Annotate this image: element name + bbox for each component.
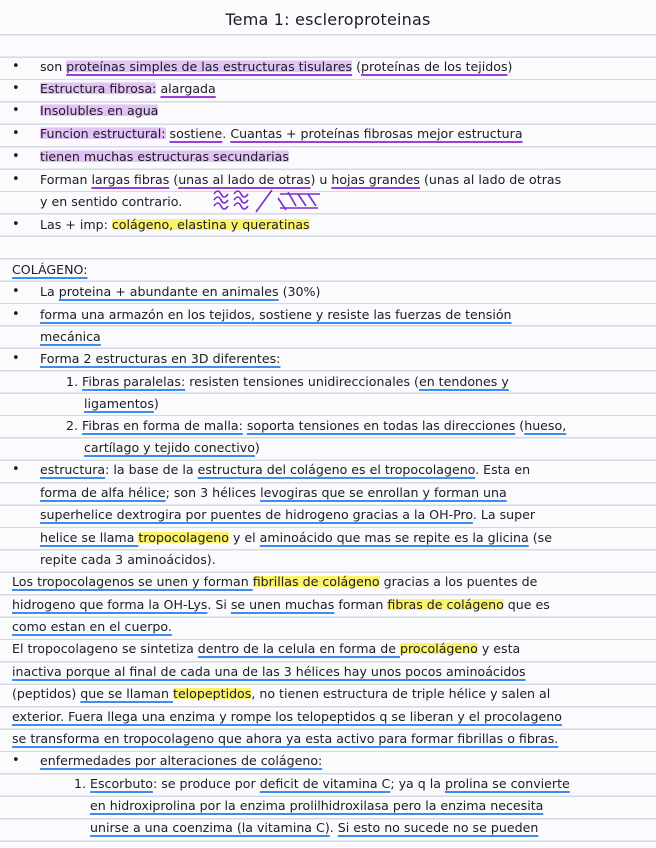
bullet: • <box>12 59 20 74</box>
line-text: Forma 2 estructuras en 3D diferentes: <box>40 351 281 366</box>
line-text: como estan en el cuerpo. <box>12 619 172 634</box>
line-text: Funcion estructural: sostiene. Cuantas + proteínas fibrosas mejor estructura <box>40 126 523 141</box>
line-text: Estructura fibrosa: alargada <box>40 81 216 96</box>
highlight: proteínas simples de las estructuras tisulares <box>66 59 353 74</box>
line-text: Las + imp: colágeno, elastina y queratinas <box>40 217 310 232</box>
line-text: unirse a una coenzima (la vitamina C). Si esto no sucede no se pueden <box>90 820 539 835</box>
line-text: y en sentido contrario. <box>40 194 183 209</box>
line-text: Los tropocolagenos se unen y forman fibrillas de colágeno gracias a los puentes de <box>12 574 538 589</box>
line-text: 1. Escorbuto: se produce por deficit de vitamina C; ya q la prolina se convierte <box>74 776 570 791</box>
line-text: helice se llama tropocolageno y el aminoácido que mas se repite es la glicina (se <box>40 530 552 545</box>
line-text: estructura: la base de la estructura del colágeno es el tropocolageno. Esta en <box>40 462 531 477</box>
line-text: enfermedades por alteraciones de colágeno: <box>40 753 323 768</box>
line-text: inactiva porque al final de cada una de las 3 hélices hay unos pocos aminoácidos <box>12 664 526 679</box>
line-text: tienen muchas estructuras secundarias <box>40 149 289 164</box>
line-text: hidrogeno que forma la OH-Lys. Si se unen muchas forman fibras de colágeno que es <box>12 597 550 612</box>
line-text: (peptidos) que se llaman telopeptidos, no tienen estructura de triple hélice y salen al <box>12 686 551 701</box>
notes-page: Tema 1: escleroproteinas • son proteínas simples de las estructuras tisulares (proteínas de los tejidos) • Estructura fibrosa: alargada • Insolubles en agua • Funcion estructural: sostiene. Cuantas + proteínas fibrosas mejor estructura • tienen muchas estructuras secundarias • Forman largas fibras (unas al lado de otras) u hojas grandes (unas al lado de otras y en sentido contrario. • Las + imp: colágeno, elastina y queratinas COLÁGENO: • La proteina + abundante en animales (30%) • forma una armazón en los tejidos, sostiene y resiste las fuerzas de tensión mecánica • Forma 2 estructuras en 3D diferentes: 1. Fibras paralelas: resisten tensiones unidireccionales (en tendones y ligamentos) 2. Fibras en forma de malla: soporta tensiones en todas las direcciones (hueso, cartílago y tejido conectivo) • estructura: la base de la estructura del colágeno es el tropocolageno. Esta en forma de alfa hélice; son 3 hélices levogiras que se enrollan y forman una superhelice dextrogira por puentes de hidrogeno gracias a la OH-Pro. La super helice se llama tropocolageno y el aminoácido que mas se repite es la glicina (se repite cada 3 aminoácidos). Los tropocolagenos se unen y forman fibrillas de colágeno gracias a los puentes de hidrogeno que forma la OH-Lys. Si se unen muchas forman fibras de colágeno que es como estan en el cuerpo. El tropocolageno se sintetiza dentro de la celula en forma de procolágeno y esta inactiva porque al final de cada una de las 3 hélices hay unos pocos aminoácidos (peptidos) que se llaman telopeptidos, no tienen estructura de triple hélice y salen al exterior. Fuera llega una enzima y rompe los telopeptidos q se liberan y el procolageno se transforma en tropocolageno que ahora ya esta activo para formar fibrillas o fibras. • enfermedades por alteraciones de colágeno: 1. Escorbuto: se produce por deficit de vitamina C; ya q la prolina se convierte en hidroxiprolina por la enzima prolilhidroxilasa pero la enzima necesita unirse a una coenzima (la vitamina C). Si esto no sucede no se pueden <box>0 0 656 848</box>
line-text: son proteínas simples de las estructuras tisulares (proteínas de los tejidos) <box>40 59 513 74</box>
line-text: cartílago y tejido conectivo) <box>84 440 260 455</box>
line-text: repite cada 3 aminoácidos). <box>40 552 216 567</box>
line-text: La proteina + abundante en animales (30%) <box>40 284 321 299</box>
fiber-sketch <box>210 186 350 216</box>
line-text: superhelice dextrogira por puentes de hidrogeno gracias a la OH-Pro. La super <box>40 507 536 522</box>
page-title: Tema 1: escleroproteinas <box>225 10 431 29</box>
line-text: en hidroxiprolina por la enzima prolilhidroxilasa pero la enzima necesita <box>90 798 544 813</box>
highlight: colágeno, elastina y queratinas <box>111 217 310 232</box>
line-text: Insolubles en agua <box>40 103 159 118</box>
line-text: ligamentos) <box>84 396 159 411</box>
line-text: 1. Fibras paralelas: resisten tensiones unidireccionales (en tendones y <box>66 374 509 389</box>
line-text: Forman largas fibras (unas al lado de otras) u hojas grandes (unas al lado de otras <box>40 172 562 187</box>
line-text: El tropocolageno se sintetiza dentro de la celula en forma de procolágeno y esta <box>12 641 521 656</box>
line-text: exterior. Fuera llega una enzima y rompe los telopeptidos q se liberan y el procolageno <box>12 709 562 724</box>
line-text: se transforma en tropocolageno que ahora ya esta activo para formar fibrillas o fibras. <box>12 731 559 746</box>
line-text: mecánica <box>40 329 101 344</box>
line-text: forma una armazón en los tejidos, sostiene y resiste las fuerzas de tensión <box>40 307 512 322</box>
line-text: 2. Fibras en forma de malla: soporta tensiones en todas las direcciones (hueso, <box>66 418 567 433</box>
line-text: forma de alfa hélice; son 3 hélices levogiras que se enrollan y forman una <box>40 485 507 500</box>
